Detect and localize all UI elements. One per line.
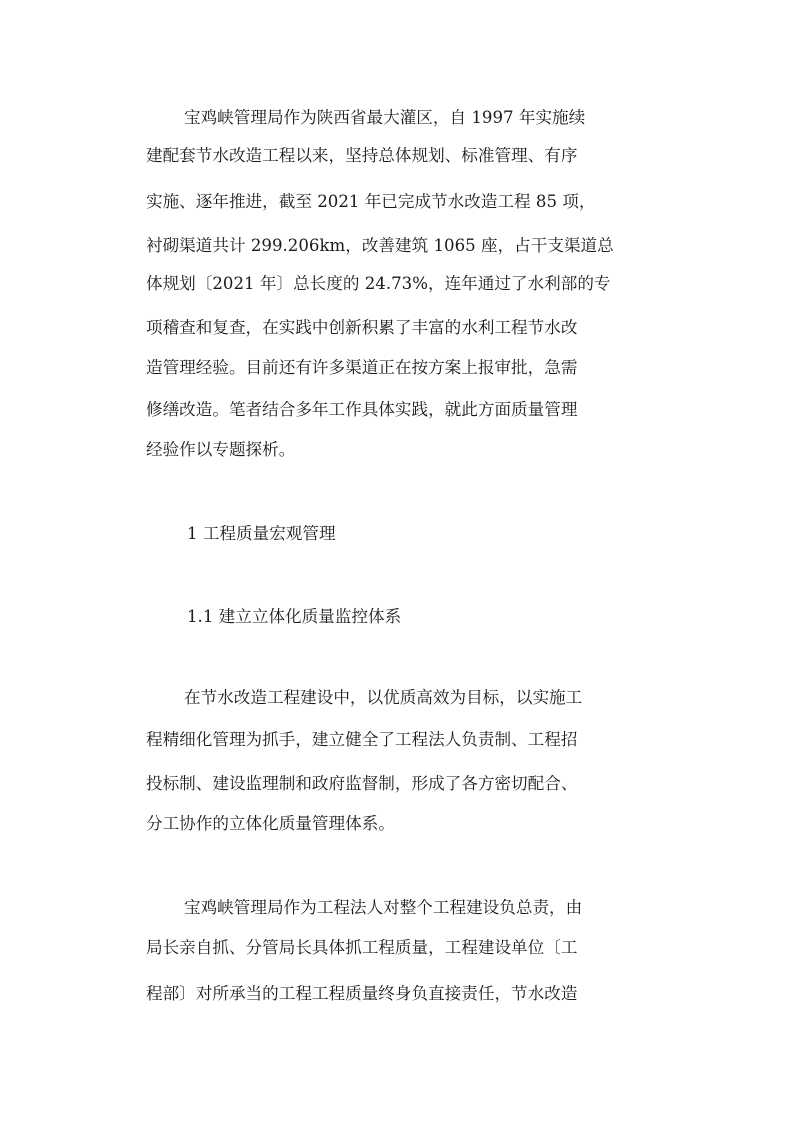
- paragraph-line: 体规划〔2021 年〕总长度的 24.73%，连年通过了水利部的专: [146, 274, 611, 293]
- paragraph-line: 程部〕对所承当的工程工程质量终身负直接责任，节水改造: [146, 984, 578, 1003]
- paragraph-line: 分工协作的立体化质量管理体系。: [146, 814, 395, 833]
- paragraph-line: 程精细化管理为抓手，建立健全了工程法人负责制、工程招: [146, 730, 578, 749]
- paragraph-line: 项稽查和复查，在实践中创新积累了丰富的水利工程节水改: [146, 318, 578, 337]
- paragraph-line: 宝鸡峡管理局作为陕西省最大灌区，自 1997 年实施续: [184, 108, 586, 127]
- paragraph-line: 实施、逐年推进，截至 2021 年已完成节水改造工程 85 项，: [146, 192, 596, 211]
- subsection-heading: 1.1 建立立体化质量监控体系: [187, 607, 402, 626]
- paragraph-line: 局长亲自抓、分管局长具体抓工程质量，工程建设单位〔工: [146, 938, 578, 957]
- section-heading: 1 工程质量宏观管理: [187, 524, 336, 543]
- paragraph-line: 衬砌渠道共计 299.206km，改善建筑 1065 座，占干支渠道总: [146, 236, 614, 255]
- paragraph-line: 修缮改造。笔者结合多年工作具体实践，就此方面质量管理: [146, 400, 578, 419]
- paragraph-line: 造管理经验。目前还有许多渠道正在按方案上报审批，急需: [146, 358, 578, 377]
- paragraph-line: 在节水改造工程建设中，以优质高效为目标，以实施工: [184, 688, 583, 707]
- paragraph-line: 宝鸡峡管理局作为工程法人对整个工程建设负总责，由: [184, 898, 583, 917]
- paragraph-line: 建配套节水改造工程以来，坚持总体规划、标准管理、有序: [146, 146, 578, 165]
- paragraph-line: 经验作以专题探析。: [146, 440, 296, 459]
- paragraph-line: 投标制、建设监理制和政府监督制，形成了各方密切配合、: [146, 774, 578, 793]
